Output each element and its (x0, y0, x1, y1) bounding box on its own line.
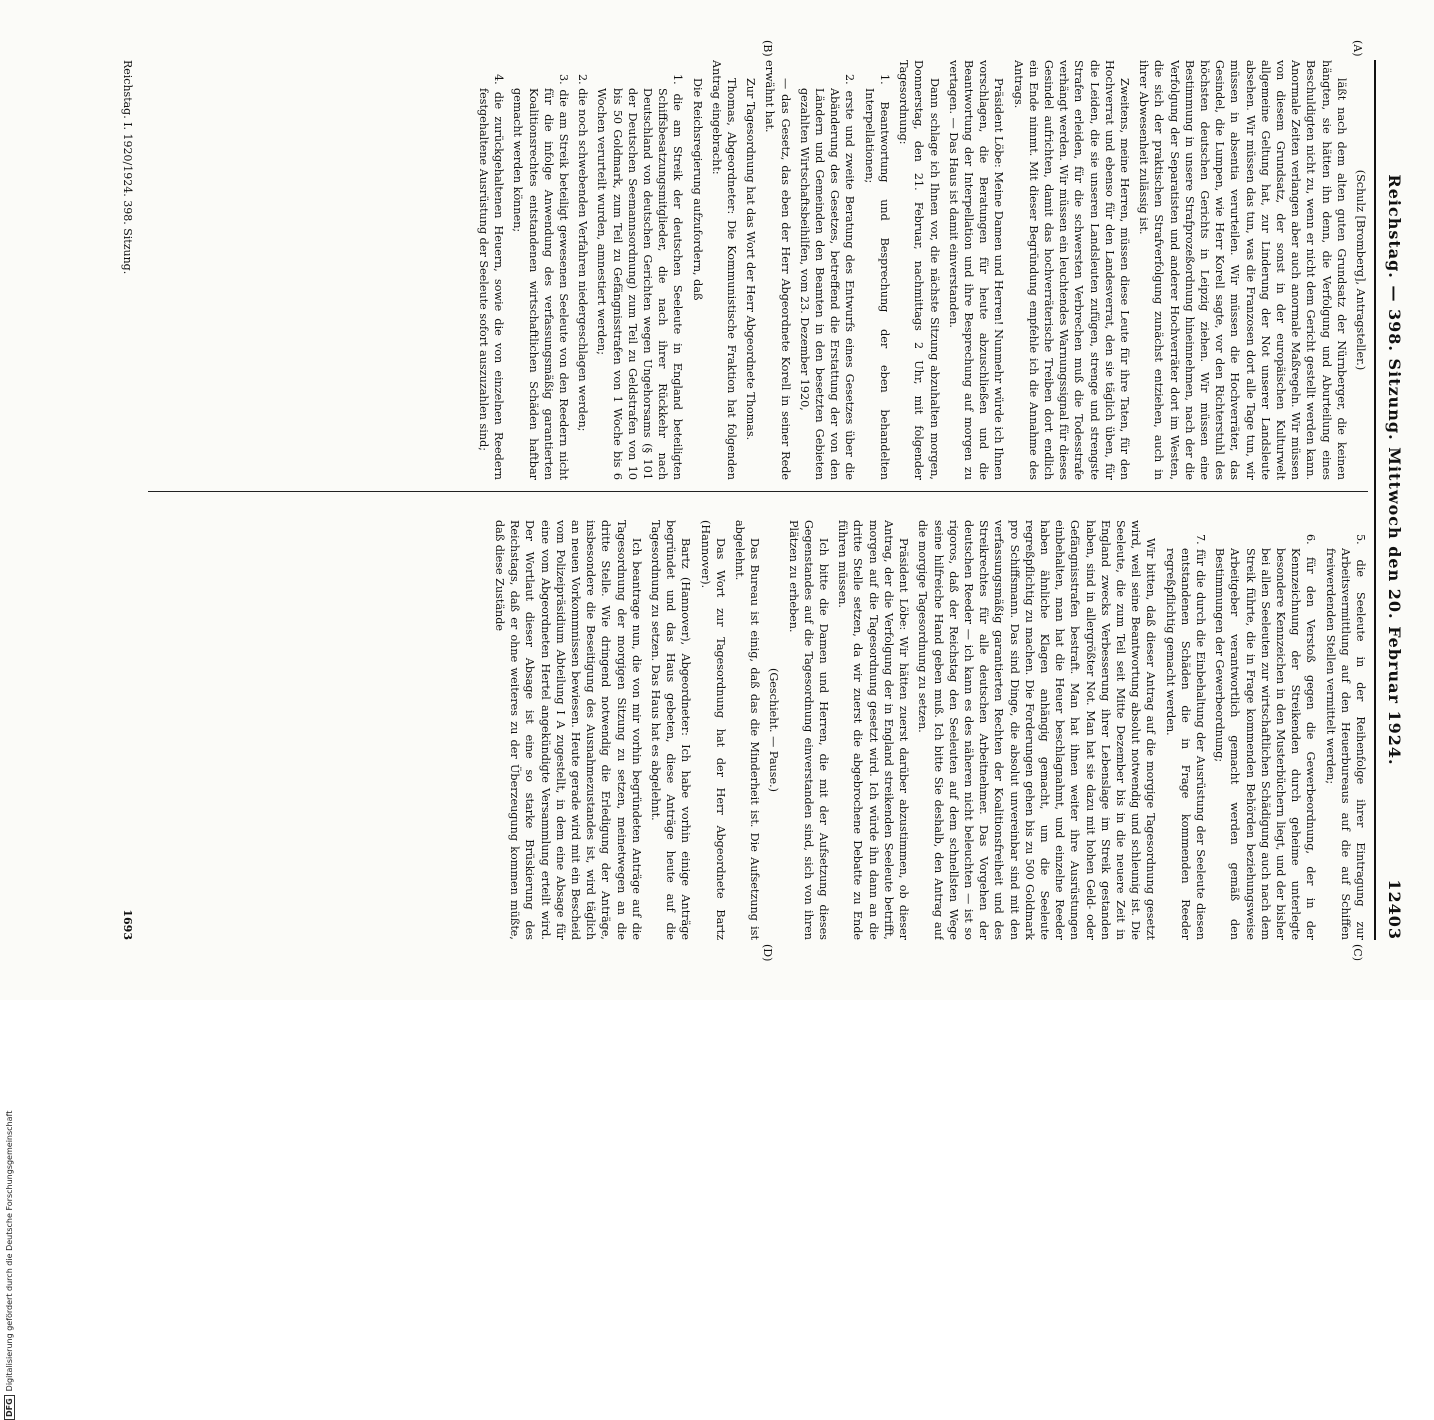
page-number: 12403 (1385, 879, 1404, 940)
stage-direction: (Geschieht. — Pause.) (767, 667, 781, 793)
paragraph: Dann schlage ich Ihnen vor, die nächste Sitzung abzuhalten morgen, Donnerstag, den 21. Februar, nachmittags 2 Uhr, mit folgender Tagesordnung: (897, 60, 941, 480)
motion-item: 1. die am Streik der deutschen Seeleute in England beteiligten Schiffsbesatzungsmitglieder, die nach ihrer Rückkehr nach Deutschland von deutschen Gerichten wegen Ungehorsams (§ 101 der Deutschen Seemannsordnung) zum Teil zu Geldstrafen von 10 bis 50 Goldmark, zum Teil zu Gefängnisstrafen von 1 Woche bis 6 Wochen verurteilt wurden, amnestiert werden; (595, 74, 685, 480)
column-divider (148, 491, 1368, 492)
paragraph: Die Reichsregierung aufzufordern, daß (690, 78, 704, 301)
margin-mark-b: (B) (761, 40, 774, 57)
motion-item: 5. die Seeleute in der Reihenfolge ihrer Eintragung zur Arbeitsvermittlung auf den Heuerbureaus auf die auf Schiffen freiwerdenden Stellen vermittelt werden; (1323, 534, 1367, 940)
agenda-item: 1. Beantwortung und Besprechung der eben behandelten Interpellationen; (862, 74, 891, 480)
motion-item: 6. für den Verstoß gegen die Gewerbeordnung, der in der Kennzeichnung der Streikenden durch geheime unterlegte besondere Kennzeichen in den Musterbüchern liegt, und der bisher bei allen Seeleuten zur wirtschaftlichen Schädigung auch nach dem Streik führte, die in Frage kommenden Behörden beziehungsweise Arbeitgeber verantwortlich gemacht werden gemäß den Bestimmungen der Gewerbeordnung; (1213, 534, 1318, 940)
motion-item: 7. für die durch die Einbehaltung der Ausrüstung der Seeleute diesen entstandenen Schäden die in Frage kommenden Reeder regreßpflichtig gemacht werden. (1163, 534, 1207, 940)
paragraph: Das Wort zur Tagesordnung hat der Herr Abgeordnete Bartz (Hannover). (698, 520, 727, 940)
paragraph: Das Bureau ist einig, daß das die Minderheit ist. Die Aufsetzung ist abgelehnt. (733, 520, 762, 940)
digitization-note: Digitalisierung gefördert durch die Deutsche Forschungsgemeinschaft (5, 1110, 14, 1392)
margin-mark-d: (D) (761, 944, 774, 962)
paragraph: Präsident Löbe: Wir hätten zuerst darüber abzustimmen, ob dieser Antrag, der die Verfolgung der in England streikenden Seeleute betrifft, morgen auf die Tagesordnung gesetzt wird. Ich würde ihn dann an die dritte Stelle setzen, da wir zuerst die abgebrochene Debatte zu Ende führen müssen. (836, 520, 911, 940)
margin-mark-c: (C) (1351, 944, 1364, 961)
paragraph: Thomas, Abgeordneter: Die Kommunistische Fraktion hat folgenden Antrag eingebracht: (709, 60, 739, 480)
digitization-credit (4, 1111, 15, 1420)
motion-item: 2. die noch schwebenden Verfahren niedergeschlagen werden; (576, 74, 590, 432)
footer-left: Reichstag. I. 1920/1924. 398. Sitzung. (121, 60, 134, 275)
paragraph: Zur Tagesordnung hat das Wort der Herr Abgeordnete Thomas. (744, 78, 758, 441)
margin-mark-a: (A) (1351, 40, 1364, 57)
page-header (1374, 60, 1414, 940)
speaker-line: (Schulz [Bromberg], Antragsteller.) (1354, 169, 1367, 371)
dfg-logo: DFG (4, 1395, 15, 1420)
left-column (148, 60, 1368, 480)
motion-item: 3. die am Streik beteiligt gewesenen Seeleute von den Reedern nicht für die infolge Anwendung des verfassungsmäßig garantierten Koalitionsrechtes entstandenen wirtschaftlichen Schäden haftbar gemacht werden können; (511, 74, 571, 480)
paragraph: Wir bitten, daß dieser Antrag auf die morgige Tagesordnung gesetzt wird, weil seine Beantwortung absolut notwendig und schleunig ist. Die Seeleute, die zum Teil seit Mitte Dezember bis in die neuere Zeit in England zwecks Verbesserung ihrer Lebenslage im Streik gestanden haben, sind in allergrößter Not. Man hat sie dazu mit hohen Geld- oder Gefängnisstrafen bestraft. Man hat ihnen weiter ihre Ausrüstungen einbehalten, man hat die Heuer beschlagnahmt, und einzelne Reeder haben ähnliche Klagen anhängig gemacht, um die Seeleute regreßpflichtig zu machen. Die Forderungen gehen bis zu 500 Goldmark pro Schiffsmann. Das sind Dinge, die absolut unvereinbar sind mit den verfassungsmäßig garantierten Rechten der Koalitionsfreiheit und des Streikrechtes für alle deutschen Arbeitnehmer. Das Vorgehen der deutschen Reeder — ich kann es des näheren nicht beleuchten — ist so rigoros, daß der Reichstag den Seeleuten auf dem schnellsten Wege seine hilfreiche Hand geben muß. Ich bitte Sie deshalb, den Antrag auf die morgige Tagesordnung zu setzen. (916, 520, 1158, 940)
header-rule (1374, 60, 1376, 940)
footer-page-number: 1693 (121, 909, 134, 940)
right-column (148, 520, 1368, 940)
paragraph: Zweitens, meine Herren, müssen diese Leute für ihre Taten, für den Hochverrat und ebenso für den Landesverrat, den sie täglich üben, für die Leiden, die sie unseren Landsleuten zufügen, strenge und strengste Strafen erleiden, für die schwersten Verbrechen muß die Todesstrafe verhängt werden. Wir müssen ein leuchtendes Warnungssignal für dieses Gesindel aufrichten, damit das hochverräterische Treiben dort endlich ein Ende nimmt. Mit dieser Begründung empfehle ich die Annahme des Antrags. (1011, 60, 1131, 480)
paragraph: Präsident Löbe: Meine Damen und Herren! Nunmehr würde ich Ihnen vorschlagen, die Beratungen für heute abzuschließen und die Beantwortung der Interpellation und ihre Besprechung auf morgen zu vertagen. — Das Haus ist damit einverstanden. (946, 60, 1006, 480)
paragraph: — das Gesetz, das eben der Herr Abgeordnete Korell in seiner Rede erwähnt hat. (763, 60, 792, 480)
agenda-item: 2. erste und zweite Beratung des Entwurfs eines Gesetzes über die Abänderung des Gesetzes, betreffend die Erstattung der von den Ländern und Gemeinden den Beamten in den besetzten Gebieten gezahlten Wirtschaftsbeihilfen, vom 23. Dezember 1920, (797, 74, 857, 480)
paragraph: Bartz (Hannover), Abgeordneter: Ich habe vorhin einige Anträge begründet und das Haus gebeten, diese Anträge heute auf die Tagesordnung zu setzen. Das Haus hat es abgelehnt. (649, 520, 693, 940)
paragraph: Ich beantrage nun, die von mir vorhin begründeten Anträge auf die Tagesordnung der morgigen Sitzung zu setzen, meinetwegen an die dritte Stelle. Wie dringend notwendig die Erledigung der Anträge, insbesondere die Beseitigung des Ausnahmezustandes ist, wird täglich an neuen Vorkommnissen bewiesen. Heute gerade wird mit ein Bescheid vom Polizeipräsidium Abteilung I A zugestellt, in dem eine Absage für eine vom Abgeordneten Hertel angekündigte Versammlung erteilt wird. Der Wortlaut dieser Absage ist eine so starke Brüskierung des Reichstags, daß er ohne weiteres zu der Überzeugung kommen müßte, daß diese Zustände (493, 520, 643, 940)
page-title: Reichstag. — 398. Sitzung. Mittwoch den 20. Februar 1924. (1385, 174, 1404, 766)
motion-item: 4. die zurückgehaltenen Heuern, sowie die von einzelnen Reedern festgehaltene Ausrüstung der Seeleute sofort auszuzahlen sind; (477, 74, 506, 480)
paragraph: Ich bitte die Damen und Herren, die mit der Aufsetzung dieses Gegenstandes auf die Tagesordnung einverstanden sind, sich von ihren Plätzen zu erheben. (786, 520, 831, 940)
paragraph: läßt nach dem alten guten Grundsatz der Nürnberger, die keinen hängten, sie hätten ihn denn, die Verfolgung und Aburteilung eines Beschuldigten nicht zu, wenn er nicht dem Gericht gestellt werden kann. Anormale Zeiten verlangen aber auch anormale Maßregeln. Wir müssen von diesem Grundsatz, der sonst in der europäischen Kulturwelt allgemeine Geltung hat, zur Linderung der Not unserer Landsleute absehen. Wir müssen das tun, was die Franzosen dort alle Tage tun, wir müssen in absentia verurteilen. Wir müssen die Hochverräter, das Gesindel, die Lumpen, wie Herr Korell sagte, vor den Richterstuhl des höchsten deutschen Gerichts in Leipzig ziehen. Wir müssen eine Bestimmung in unsere Strafprozeßordnung hineinnehmen, nach der die Verfolgung der Separatisten und anderer Hochverräter dort im Westen, die sich der praktischen Strafverfolgung zunächst entziehen, auch in ihrer Abwesenheit zulässig ist. (1137, 60, 1348, 480)
